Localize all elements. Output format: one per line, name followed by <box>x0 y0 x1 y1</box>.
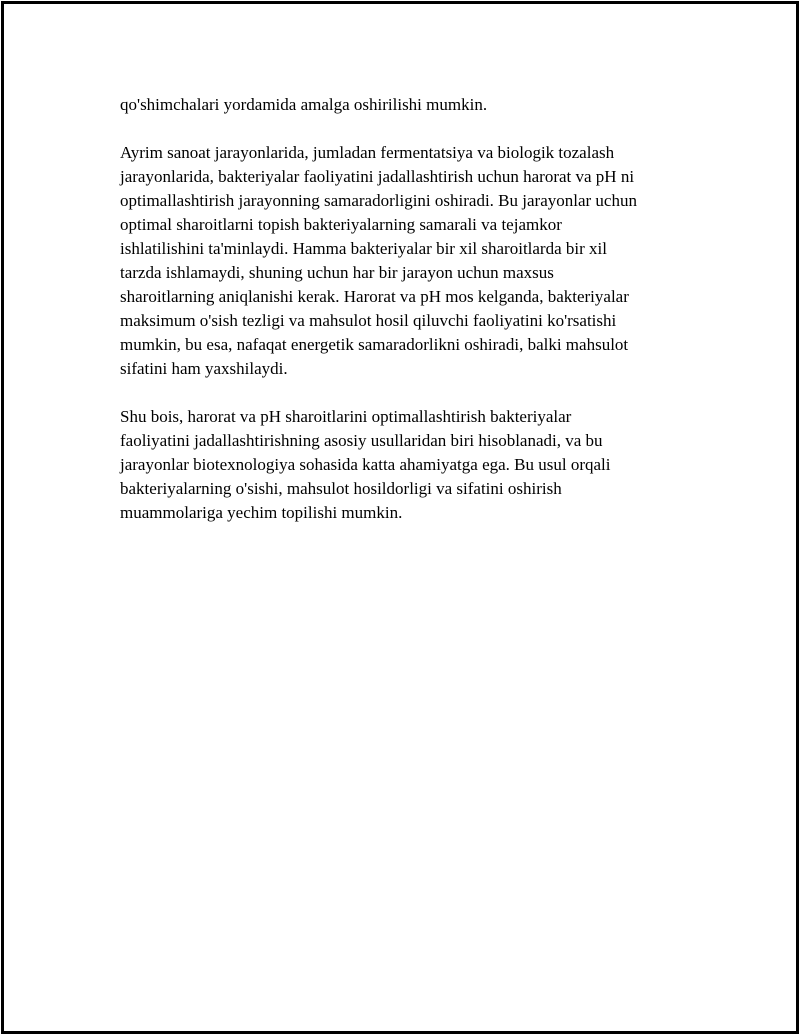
document-body <box>120 93 692 549</box>
paragraph-1: qo'shimchalari yordamida amalga oshirilishi mumkin. <box>120 95 488 114</box>
page-frame <box>1 1 799 1034</box>
paragraph-2: Ayrim sanoat jarayonlarida, jumladan fermentatsiya va biologik tozalash jarayonlarida, bakteriyalar faoliyatini jadallashtirish uchun harorat va pH ni optimallashtirish jarayonning samaradorligini oshiradi. Bu jarayonlar uchun optimal sharoitlarni topish bakteriyalarning samarali va tejamkor ishlatilishini ta'minlaydi. Hamma bakteriyalar bir xil sharoitlarda bir xil tarzda ishlamaydi, shuning uchun har bir jarayon uchun maxsus sharoitlarning aniqlanishi kerak. Harorat va pH mos kelganda, bakteriyalar maksimum o'sish tezligi va mahsulot hosil qiluvchi faoliyatini ko'rsatishi mumkin, bu esa, nafaqat energetik samaradorlikni oshiradi, balki mahsulot sifatini ham yaxshilaydi. <box>120 143 637 378</box>
paragraph-3: Shu bois, harorat va pH sharoitlarini optimallashtirish bakteriyalar faoliyatini jadallashtirishning asosiy usullaridan biri hisoblanadi, va bu jarayonlar biotexnologiya sohasida katta ahamiyatga ega. Bu usul orqali bakteriyalarning o'sishi, mahsulot hosildorligi va sifatini oshirish muammolariga yechim topilishi mumkin. <box>120 407 611 522</box>
